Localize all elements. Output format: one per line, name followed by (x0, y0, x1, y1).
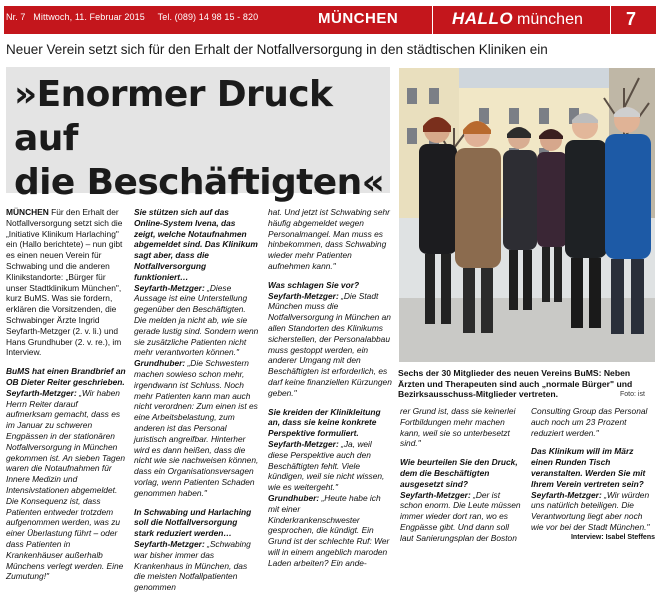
publication-logo (452, 9, 583, 29)
interview-answer: hat. Und jetzt ist Schwabing sehr häufig abgemeldet wegen Personalmangel. Man muss es hinbekommen, dass Schwabing wieder mehr Patienten aufnehmen kann." (268, 207, 390, 271)
speaker-name: Seyfarth-Metzger: (400, 489, 471, 500)
article-column-3 (268, 207, 392, 569)
interview-answer: Seyfarth-Metzger: „Wir würden uns natürlich beteiligen. Die Verantwortung liegt aber noch wie vor bei der Stadt München." (531, 489, 650, 532)
article-column-2 (134, 207, 259, 593)
dateline: MÜNCHEN (6, 207, 49, 217)
interview-answer: Seyfarth-Metzger: „Die Stadt München muss die Notfallversorgung in München an allen Standorten des Klinikums sicherstellen, der Personalabbau muss gestoppt werden, ein anderer Umgang mit den Beschäftigten ist erforderlich, es darf keine finanziellen Kürzungen geben." (268, 290, 392, 398)
logo-main: HALLO (452, 9, 514, 28)
photo-credit: Foto: ist (620, 391, 645, 398)
interview-answer: Seyfarth-Metzger: „Diese Aussage ist eine Unterstellung gegenüber den Beschäftigten. Die melden ja nicht ab, wie sie gerade lustig sind. Sondern wenn sie zusätzliche Patienten nicht mehr verantworten können." (134, 282, 259, 358)
interview-question: BuMS hat einen Brandbrief an OB Dieter Reiter geschrieben. (6, 366, 126, 387)
group-photo (399, 68, 655, 362)
interview-answer: Grundhuber: „Heute habe ich mit einer Kinderkrankenschwester gesprochen, die kündigt. Ein Grund ist der schlechte Ruf: Wer will in einem angeblich maroden Laden arbeiten? Ein ande- (268, 492, 390, 568)
speaker-name: Seyfarth-Metzger: (6, 387, 77, 398)
headline-line-2: die Beschäftigten« (14, 162, 385, 203)
interview-answer: rer Grund ist, dass sie keinerlei Fortbildungen mehr machen kann, weil sie so unterbesetzt sind." (400, 406, 516, 449)
logo-sub: münchen (517, 11, 583, 28)
article-overline: Neuer Verein setzt sich für den Erhalt der Notfallversorgung in den städtischen Kliniken ein (6, 42, 548, 57)
interview-question: Das Klinikum will im März einen Runden Tisch veranstalten. Werden Sie mit Ihrem Verein vertreten sein? (531, 446, 646, 489)
article-column-1 (6, 207, 126, 582)
header-divider (432, 6, 433, 34)
interview-answer: Seyfarth-Metzger: „Schwabing war bisher immer das Krankenhaus in München, das die meisten Notfallpatienten genommen (134, 538, 251, 593)
interview-question: Was schlagen Sie vor? (268, 279, 360, 290)
speaker-name: Seyfarth-Metzger: (134, 538, 205, 549)
group-photo-illustration (399, 68, 655, 362)
speaker-name: Grundhuber: (134, 358, 186, 369)
interview-question: In Schwabing und Harlaching soll die Notfallversorgung stark reduziert werden… (134, 506, 252, 539)
issue-info: Nr. 7 Mittwoch, 11. Februar 2015 Tel. (089) 14 98 15 - 820 (6, 12, 259, 22)
header-divider-page (610, 6, 611, 34)
speaker-name: Seyfarth-Metzger: (134, 282, 205, 293)
speaker-name: Grundhuber: (268, 492, 320, 503)
interview-answer: Seyfarth-Metzger: „Der ist schon enorm. Die Leute müssen immer wieder dort ran, wo es Engpässe gibt. Und dann soll laut Sanierungsplan der Boston (400, 489, 521, 543)
page-number: 7 (626, 9, 637, 29)
interview-answer: Consulting Group das Personal auch noch um 23 Prozent reduziert werden." (531, 406, 648, 438)
interview-question: Sie kreiden der Klinikleitung an, dass sie keine konkrete Perspektive formuliert. (268, 406, 381, 439)
article-column-4 (400, 406, 524, 544)
interview-question: Sie stützen sich auf das Online-System Ivena, das zeigt, welche Notaufnahmen abgemeldet sind. Das Klinikum sagt aber, dass die Notfallversorgung funktioniert… (134, 207, 258, 282)
section-title: MÜNCHEN (318, 10, 399, 27)
speaker-name: Seyfarth-Metzger: (268, 290, 339, 301)
article-column-5 (531, 406, 655, 544)
author-signature: Interview: Isabel Steffens (570, 533, 655, 541)
interview-answer: Grundhuber: „Die Schwestern machen sowieso schon mehr, irgendwann ist Schluss. Noch mehr Patienten kann man auch nicht verordnen: Zum einen ist es eine Arbeitsbelastung, zum anderen ist das Personal juristisch angreifbar. Hinterher wird es dann heißen, dass die nicht wie sie nachweisen können, dass ein Organisationsversagen vorlag, wenn Patienten Schaden genommen haben." (134, 358, 259, 498)
interview-answer: Seyfarth-Metzger: „Ja, weil diese Perspektive auch den Beschäftigten fehlt. Viele kündigen, weil sie nicht wissen, wie es weitergeht." (268, 438, 385, 493)
intro-paragraph: MÜNCHEN Für den Erhalt der Notfallversorgung setzt sich die „Initiative Klinikum Harlaching" ein (Hallo berichtete) – nun gibt es einen neuen Verein für Schwabing und die anderen Klinikstandorte: „Bürger für unser Stadtklinikum München", kurz BuMS. Was sie fordern, erklären die Vorsitzenden, die Schwabinger Ärzte Ingrid Seyfarth-Metzger (2. v. li.) und Hans Grundhuber (2. v. re.), im Interview. (6, 207, 123, 358)
speaker-name: Seyfarth-Metzger: (268, 438, 339, 449)
speaker-name: Seyfarth-Metzger: (531, 489, 602, 500)
interview-answer: Seyfarth-Metzger: „Wir haben Herrn Reiter darauf aufmerksam gemacht, dass es im Januar zu schweren Engpässen in der stationären Notfallversorgung in München gekommen ist. An sieben Tagen waren die Notaufnahmen für Innere Medizin und Intensivstationen abgemeldet. Die Konsequenz ist, dass Patienten entweder trotzdem aufgenommen werden, was zu einer Überlastung führt – oder dass Patienten in Krankenhäuser außerhalb Münchens verlegt werden. Eine Zumutung!" (6, 387, 126, 582)
photo-caption: Sechs der 30 Mitglieder des neuen Vereins BuMS: Neben Ärzten und Therapeuten sind auch „normale Bürger" und Bezirksausschuss-Mitglieder vertreten. (398, 368, 633, 400)
interview-question: Wie beurteilen Sie den Druck, dem die Beschäftigten ausgesetzt sind? (400, 457, 518, 489)
article-headline (14, 73, 389, 205)
headline-line-1: »Enormer Druck auf (14, 74, 333, 159)
